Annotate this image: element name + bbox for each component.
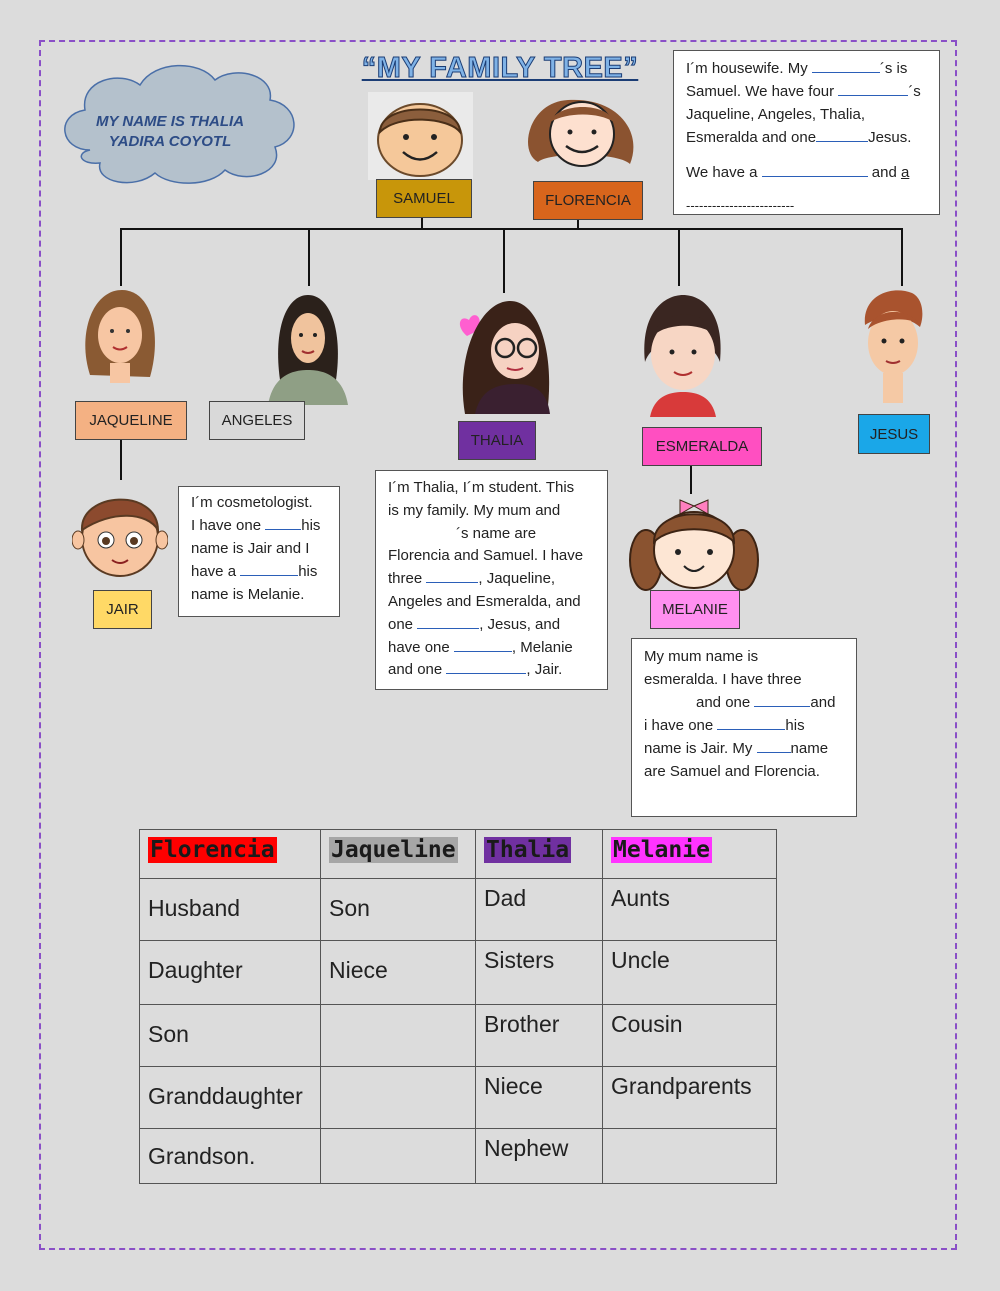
header-label: Thalia <box>486 837 570 863</box>
header-jaqueline <box>321 830 476 879</box>
blank-line[interactable] <box>240 561 298 576</box>
text-segment: and <box>810 694 836 711</box>
melanie-name: MELANIE <box>662 601 728 618</box>
table-cell: Granddaughter <box>140 1067 321 1129</box>
table-cell: Sisters <box>476 941 603 1005</box>
esmeralda-name: ESMERALDA <box>655 438 749 455</box>
header-melanie <box>603 830 777 879</box>
jair-name: JAIR <box>106 601 139 618</box>
text-line: esmeralda. I have three <box>644 671 802 688</box>
text-line: Jaqueline, Angeles, Thalia, <box>686 106 866 123</box>
text-segment: Samuel. We have four <box>686 83 839 100</box>
tree-line <box>120 228 122 286</box>
table-cell <box>603 1129 777 1184</box>
cloud-line-1: MY NAME IS THALIA <box>95 113 245 130</box>
text-segment: I have one <box>191 517 266 534</box>
header-label: Florencia <box>150 837 275 863</box>
table-header-row <box>140 830 777 879</box>
text-segment: Jesus. <box>868 129 912 146</box>
text-segment: name <box>790 740 829 757</box>
tree-line <box>120 440 122 480</box>
jaqueline-avatar <box>82 285 157 390</box>
table-cell: Cousin <box>603 1005 777 1067</box>
jesus-name: JESUS <box>869 425 919 443</box>
text-line: name is Jair and I <box>191 540 310 557</box>
text-line: is my family. My mum and <box>388 501 561 519</box>
florencia-textbox <box>673 50 940 215</box>
melanie-label <box>650 590 740 629</box>
table-cell: Son <box>140 1005 321 1067</box>
table-cell <box>321 1005 476 1067</box>
text-segment: We have a <box>686 164 762 181</box>
text-segment: and one <box>388 661 447 679</box>
text-line: are Samuel and Florencia. <box>644 763 820 780</box>
text-segment: ´s <box>908 83 921 100</box>
angeles-avatar <box>268 290 348 405</box>
table-row <box>140 1067 777 1129</box>
cloud-line-2: YADIRA COYOTL <box>108 133 232 150</box>
table-cell <box>321 1067 476 1129</box>
table-row <box>140 941 777 1005</box>
melanie-textbox <box>631 638 857 817</box>
thalia-avatar <box>455 296 555 414</box>
florencia-label <box>533 181 643 220</box>
text-segment: , Jaqueline, <box>478 570 556 588</box>
text-segment: , Jesus, and <box>479 615 561 633</box>
samuel-label <box>376 179 472 218</box>
text-segment: i have one <box>644 717 718 734</box>
text-line: I´m cosmetologist. <box>191 494 313 511</box>
table-cell: Husband <box>140 879 321 941</box>
tree-line <box>901 228 903 286</box>
table-cell: Dad <box>476 879 603 941</box>
text-segment: ´s is <box>879 60 908 77</box>
text-segment: and one <box>696 694 755 711</box>
table-cell <box>321 1129 476 1184</box>
blank-line[interactable] <box>757 738 791 753</box>
text-segment: Esmeralda and one <box>686 129 817 146</box>
table-cell: Brother <box>476 1005 603 1067</box>
blank-line[interactable] <box>812 58 880 73</box>
text-segment: , Melanie <box>511 638 573 656</box>
esmeralda-label <box>642 427 762 466</box>
table-cell: Grandparents <box>603 1067 777 1129</box>
header-label: Jaqueline <box>331 837 456 863</box>
esmeralda-avatar <box>640 292 725 417</box>
table-cell: Son <box>321 879 476 941</box>
blank-line[interactable] <box>265 515 301 530</box>
text-segment: have a <box>191 563 241 580</box>
samuel-avatar <box>368 92 473 180</box>
melanie-avatar <box>628 490 760 595</box>
table-row <box>140 1005 777 1067</box>
blank-line[interactable] <box>762 162 868 177</box>
jaqueline-name: JAQUELINE <box>89 412 173 429</box>
thalia-label <box>458 421 536 460</box>
cloud-text <box>85 112 255 152</box>
jesus-avatar <box>862 285 924 410</box>
table-cell: Aunts <box>603 879 777 941</box>
table-cell: Grandson. <box>140 1129 321 1184</box>
text-line: My mum name is <box>644 648 759 665</box>
blank-line[interactable] <box>426 568 478 583</box>
text-segment: have one <box>388 638 454 656</box>
table-cell: Niece <box>321 941 476 1005</box>
text-segment: and <box>867 164 901 181</box>
florencia-avatar <box>518 92 646 172</box>
header-florencia <box>140 830 321 879</box>
jair-label <box>93 590 152 629</box>
text-segment: his <box>785 717 805 734</box>
text-segment: I´m housewife. My <box>686 60 812 77</box>
tree-horizontal-line <box>120 228 903 230</box>
blank-line[interactable] <box>816 127 868 142</box>
jaqueline-textbox <box>178 486 340 617</box>
blank-line[interactable] <box>446 659 526 674</box>
text-segment: his <box>298 563 318 580</box>
table-row <box>140 1129 777 1184</box>
relationship-table <box>139 829 777 1184</box>
text-line: name is Melanie. <box>191 586 305 603</box>
page-title: “MY FAMILY TREE” <box>361 52 639 84</box>
text-segment: one <box>388 615 418 633</box>
table-cell: Uncle <box>603 941 777 1005</box>
jesus-label <box>858 414 930 454</box>
samuel-name: SAMUEL <box>393 190 455 207</box>
text-segment: , Jair. <box>526 661 563 679</box>
angeles-label <box>209 401 305 440</box>
thalia-name: THALIA <box>470 432 524 449</box>
text-line: Angeles and Esmeralda, and <box>388 592 581 610</box>
blank-line[interactable] <box>838 81 908 96</box>
blank-line[interactable] <box>754 692 810 707</box>
blank-line[interactable] <box>417 614 479 629</box>
text-line: ´s name are <box>456 524 537 542</box>
text-segment: his <box>301 517 321 534</box>
blank-line[interactable] <box>454 637 512 652</box>
jaqueline-label <box>75 401 187 440</box>
text-segment: three <box>388 570 427 588</box>
text-line: I´m Thalia, I´m student. This <box>388 479 575 496</box>
tree-line <box>308 228 310 286</box>
dashed-answer-line[interactable]: ------------------------- <box>686 198 795 213</box>
header-thalia <box>476 830 603 879</box>
thalia-textbox <box>375 470 608 690</box>
blank-line[interactable] <box>717 715 785 730</box>
tree-line <box>678 228 680 286</box>
angeles-name: ANGELES <box>221 412 293 429</box>
text-line: Florencia and Samuel. I have <box>388 547 584 565</box>
table-cell: Daughter <box>140 941 321 1005</box>
jair-avatar <box>72 482 168 580</box>
header-label: Melanie <box>613 837 710 863</box>
table-row <box>140 879 777 941</box>
table-cell: Niece <box>476 1067 603 1129</box>
text-segment: a <box>900 164 910 181</box>
text-segment: name is Jair. My <box>644 740 757 757</box>
table-cell: Nephew <box>476 1129 603 1184</box>
tree-line <box>503 228 505 293</box>
florencia-name: FLORENCIA <box>545 192 631 209</box>
